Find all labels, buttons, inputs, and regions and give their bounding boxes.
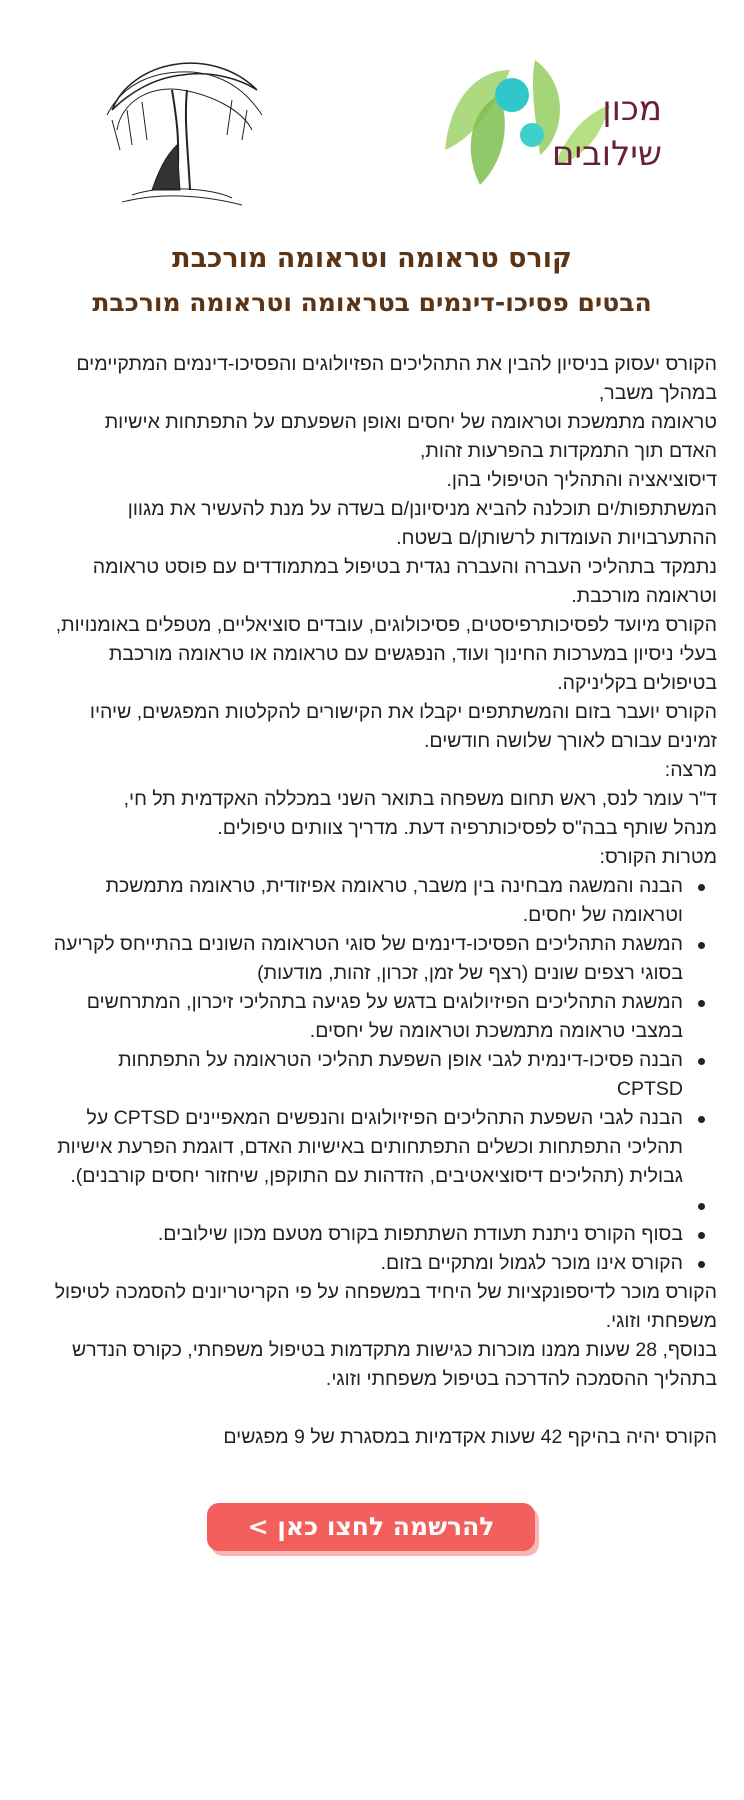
page-subtitle: הבטים פסיכו-דינמים בטראומה וטראומה מורכבת [92, 288, 652, 317]
paragraph: בנוסף, 28 שעות ממנו מוכרות כגישות מתקדמות בטיפול משפחתי, כקורס הנדרש בתהליך ההסמכה להדרכה בטיפול משפחתי וזוגי. [72, 1339, 717, 1390]
paragraph: דיסוציאציה והתהליך הטיפולי בהן. [446, 469, 717, 491]
list-item: הבנה פסיכו-דינמית לגבי אופן השפעת תהליכי הטראומה על התפתחות CPTSD [52, 1046, 683, 1104]
page-title: קורס טראומה וטראומה מורכבת [172, 243, 572, 274]
paragraph: הקורס מיועד לפסיכותרפיסטים, פסיכולוגים, עובדים סוציאליים, מטפלים באומנויות, בעלי ניסיון במערכות החינוך ועוד, הנפגשים עם טראומה או טראומה מורכבת בטיפולים בקליניקה. [55, 614, 717, 694]
logo-line2: שילובים [551, 134, 662, 174]
list-item: בסוף הקורס ניתנת תעודת השתתפות בקורס מטעם מכון שילובים. [52, 1220, 683, 1249]
lecturer-label: מרצה: [664, 759, 717, 781]
paragraph: נתמקד בתהליכי העברה והעברה נגדית בטיפול במתמודדים עם פוסט טראומה וטראומה מורכבת. [92, 556, 717, 607]
logo-line1: מכון [602, 89, 662, 129]
lecturer-info: מנהל שותף בבה"ס לפסיכותרפיה דעת. מדריך צוותים טיפולים. [217, 817, 717, 839]
shiluvim-logo [440, 55, 670, 190]
register-button[interactable]: להרשמה לחצו כאן > [207, 1503, 535, 1551]
paragraph: טראומה מתמשכת וטראומה של יחסים ואופן השפעתם על התפתחות אישיות האדם תוך התמקדות בהפרעות זהות, [104, 411, 717, 462]
course-scope: הקורס יהיה בהיקף 42 שעות אקדמיות במסגרת של 9 מפגשים [223, 1426, 717, 1448]
list-item: הקורס אינו מוכר לגמול ומתקיים בזום. [52, 1249, 683, 1278]
list-item-empty [52, 1191, 683, 1220]
paragraph: הקורס יועבר בזום והמשתתפים יקבלו את הקישורים להקלטות המפגשים, שיהיו זמינים עבורם לאורך שלושה חודשים. [89, 701, 717, 752]
lecturer-info: ד"ר עומר לנס, ראש תחום משפחה בתואר השני במכללה האקדמית תל חי, [123, 788, 717, 810]
list-item: המשגת התהליכים הפסיכו-דינמים של סוגי הטראומה השונים בהתייחס לקריעה בסוגי רצפים שונים (רצף של זמן, זכרון, זהות, מודעות) [52, 930, 683, 988]
list-item: המשגת התהליכים הפיזיולוגים בדגש על פגיעה בתהליכי זיכרון, המתרחשים במצבי טראומה מתמשכת וטראומה של יחסים. [52, 988, 683, 1046]
paragraph: המשתתפות/ים תוכלנה להביא מניסיונן/ם בשדה על מנת להעשיר את מגוון ההתערבויות העומדות לרשותן/ם בשטח. [127, 498, 717, 549]
paragraph: הקורס מוכר לדיספונקציות של היחיד במשפחה על פי הקריטריונים להסמכה לטיפול משפחתי וזוגי. [54, 1281, 717, 1332]
course-description [52, 350, 717, 1452]
goals-list [52, 872, 717, 1278]
header [0, 236, 744, 324]
list-item: הבנה והמשגה מבחינה בין משבר, טראומה אפיזודית, טראומה מתמשכת וטראומה של יחסים. [52, 872, 683, 930]
goals-heading: מטרות הקורס: [599, 846, 717, 868]
paragraph: הקורס יעסוק בניסיון להבין את התהליכים הפזיולוגים והפסיכו-דינמים המתקיימים במהלך משבר, [76, 353, 717, 404]
list-item: הבנה לגבי השפעת התהליכים הפיזיולוגים והנפשים המאפיינים CPTSD על תהליכי התפתחות וכשלים התפתחותים באישיות האדם, דוגמת הפרעת אישיות גבולית (תהליכים דיסוציאטיבים, הזדהות עם התוקפן, שיחזור יחסים קורבנים). [52, 1104, 683, 1191]
tree-illustration [92, 40, 272, 210]
